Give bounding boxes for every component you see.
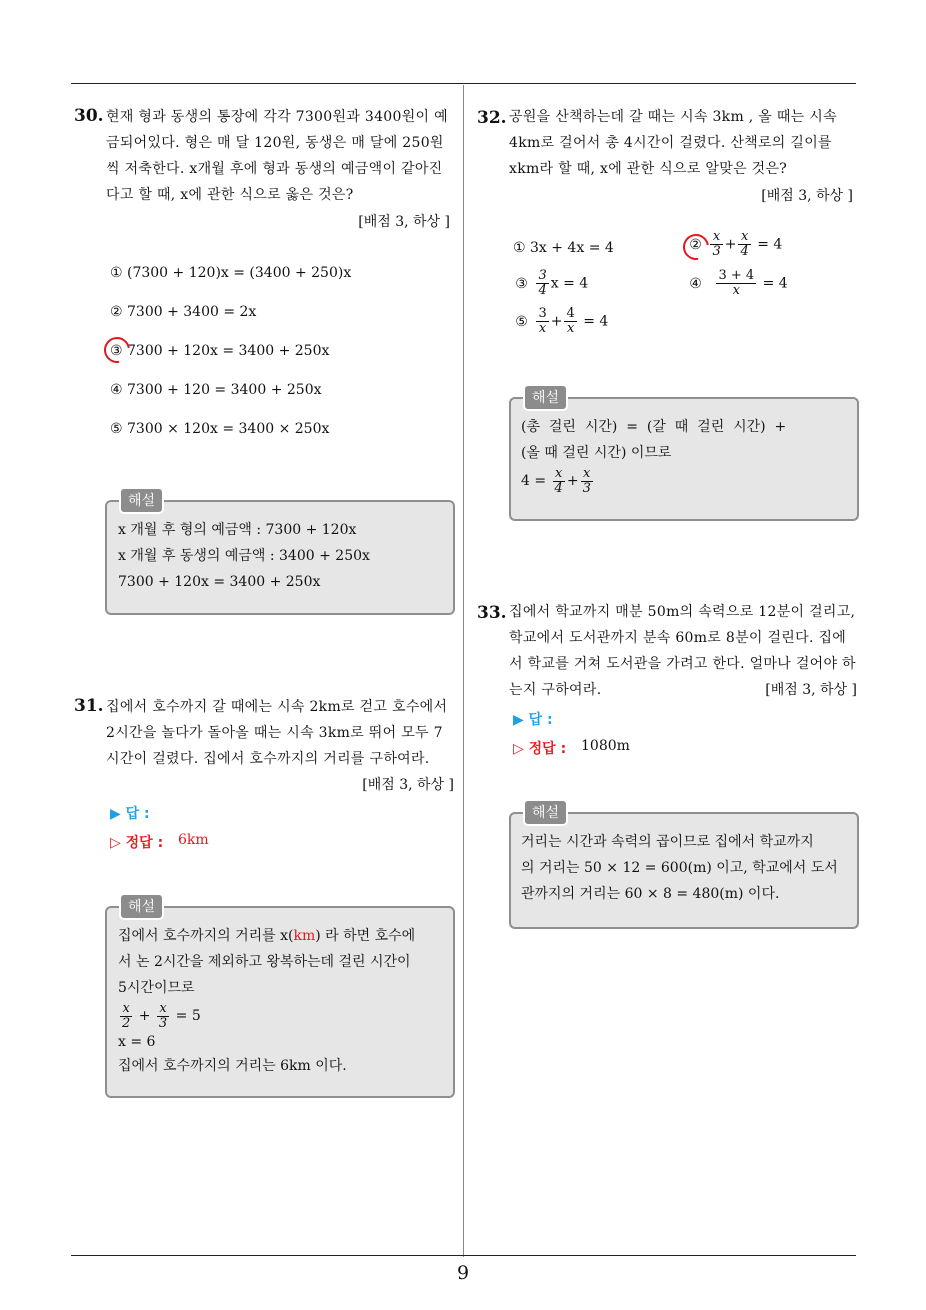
- numerator: x: [738, 230, 750, 245]
- question-31-answer-label: ▶ 답 :: [110, 806, 150, 822]
- denominator: 3: [158, 1015, 168, 1031]
- denominator: 2: [122, 1015, 131, 1031]
- numerator: x: [157, 1002, 169, 1017]
- choice-marker: ③: [515, 275, 528, 292]
- question-30-choice-4[interactable]: ④ 7300 + 120 = 3400 + 250x: [110, 382, 322, 398]
- question-30-choice-1[interactable]: ① (7300 + 120)x = (3400 + 250)x: [110, 265, 352, 281]
- question-31-text: 집에서 호수까지 갈 때에는 시속 2km로 걷고 호수에서 2시간을 놀다가 돌아올 때는 시속 3km로 뛰어 모두 7시간이 걸렸다. 집에서 호수까지의 거리를 구하여라.: [106, 699, 448, 767]
- question-30-text: 현재 형과 동생의 통장에 각각 7300원과 3400원이 예금되어있다. 형은 매 달 120원, 동생은 매 달에 250원씩 저축한다. x개월 후에 형과 동생의 예금액이 같아진다고 할 때, x에 관한 식으로 옳은 것은?: [106, 109, 448, 203]
- solution-line: x 개월 후 동생의 예금액 : 3400 + 250x: [118, 548, 370, 564]
- solution-line: (총 걸린 시간) = (갈 때 걸린 시간) +: [521, 419, 787, 435]
- solution-line: 관까지의 거리는 60 × 8 = 480(m) 이다.: [521, 886, 780, 902]
- fraction: [710, 230, 722, 259]
- question-32-choice-5[interactable]: ⑤ $\frac{3}{x}$ + $\frac{4}{x}$ = 4: [513, 307, 608, 336]
- numerator: x: [710, 230, 722, 245]
- question-30-number: 30.: [74, 106, 104, 126]
- question-32-choice-2[interactable]: ② $\frac{x}{3}$ + $\frac{x}{4}$ = 4: [687, 230, 782, 259]
- solution-equation: [118, 1001, 448, 1031]
- equation-rhs: = 4: [762, 275, 788, 292]
- solution-text: ) 라 하면 호수에: [315, 928, 416, 944]
- question-33-correct-label: ▷ 정답 :: [513, 741, 567, 757]
- fraction: [581, 467, 593, 496]
- question-30-choice-5[interactable]: ⑤ 7300 × 120x = 3400 × 250x: [110, 421, 330, 437]
- solution-line: x = 6: [118, 1034, 156, 1050]
- solution-equation: 4 = $\frac{x}{4}$ + $\frac{x}{3}$: [521, 465, 591, 496]
- solution-line: 집에서 호수까지의 거리는 6km 이다.: [118, 1058, 347, 1074]
- denominator: 3: [582, 480, 591, 496]
- solution-line: 서 논 2시간을 제외하고 왕복하는데 걸린 시간이: [118, 954, 411, 970]
- denominator: 4: [554, 480, 563, 496]
- denominator: x: [732, 283, 740, 298]
- solution-text: 집에서 호수까지의 거리를 x(: [118, 928, 294, 944]
- solution-line: 5시간이므로: [118, 980, 195, 996]
- question-30-solution: [118, 517, 448, 595]
- question-33-solution-tag: 해설: [523, 799, 568, 826]
- equation-rhs: = 5: [175, 1008, 201, 1024]
- denominator: x: [538, 321, 547, 336]
- question-33-correct-value: [581, 738, 630, 754]
- correct-value: 1080m: [581, 738, 630, 754]
- solution-line: x 개월 후 형의 예금액 : 7300 + 120x: [118, 522, 357, 538]
- choice-marker: ②: [689, 236, 702, 253]
- operator: +: [138, 1008, 151, 1024]
- question-32-meta: [배점 3, 하상 ]: [761, 188, 853, 204]
- equation-rhs: = 4: [757, 236, 783, 253]
- fraction: [536, 307, 548, 336]
- question-31-correct-value: [178, 832, 209, 848]
- page-number: 9: [456, 1262, 470, 1284]
- question-33-number: 33.: [477, 603, 507, 623]
- question-32-solution: [521, 414, 851, 496]
- denominator: 4: [538, 283, 547, 298]
- question-32-text: 공원을 산책하는데 갈 때는 시속 3km , 올 때는 시속 4km로 걸어서 총 4시간이 걸렸다. 산책로의 길이를 xkm라 할 때, x에 관한 식으로 알맞은 것은?: [509, 109, 837, 177]
- question-30-choice-2[interactable]: ② 7300 + 3400 = 2x: [110, 304, 257, 320]
- column-divider: [463, 85, 464, 1257]
- question-32-choice-1[interactable]: ① 3x + 4x = 4: [513, 240, 614, 256]
- question-30-solution-tag: 해설: [119, 487, 164, 514]
- solution-line: (올 때 걸린 시간) 이므로: [521, 445, 672, 461]
- solution-unit: km: [293, 928, 316, 944]
- equation-rhs: x = 4: [550, 275, 589, 292]
- denominator: 3: [712, 244, 721, 259]
- question-31-meta: [배점 3, 하상 ]: [362, 777, 454, 793]
- question-30-meta: [배점 3, 하상 ]: [358, 214, 450, 230]
- numerator: 4: [566, 306, 575, 321]
- fraction: [157, 1002, 169, 1031]
- solution-line: [118, 923, 448, 949]
- fraction: [716, 269, 756, 298]
- equation-rhs: = 4: [583, 313, 609, 330]
- fraction: [553, 467, 565, 496]
- question-31-correct-label: ▷ 정답 :: [110, 835, 164, 851]
- numerator: x: [120, 1002, 132, 1017]
- selected-answer-mark-icon: [99, 332, 135, 368]
- solution-line: 7300 + 120x = 3400 + 250x: [118, 574, 321, 590]
- fraction: [564, 307, 576, 336]
- numerator: 3: [538, 306, 547, 321]
- equation-lhs: 4 =: [521, 473, 547, 489]
- question-31-solution-tag: 해설: [119, 893, 164, 920]
- solution-line: 거리는 시간과 속력의 곱이므로 집에서 학교까지: [521, 834, 814, 850]
- question-33-text: 집에서 학교까지 매분 50m의 속력으로 12분이 걸리고, 학교에서 도서관까지 분속 60m로 8분이 걸린다. 집에서 학교를 거쳐 도서관을 가려고 한다. 얼마나 걸어야 하는지 구하여라.: [509, 604, 856, 698]
- choice-marker: ⑤: [515, 313, 528, 330]
- question-31-solution: [118, 923, 448, 1079]
- header-rule: [71, 83, 856, 84]
- numerator: 3: [538, 268, 547, 283]
- solution-line: 의 거리는 50 × 12 = 600(m) 이고, 학교에서 도서: [521, 860, 838, 876]
- denominator: x: [566, 321, 575, 336]
- question-33-answer-label: ▶ 답 :: [513, 712, 553, 728]
- numerator: x: [553, 467, 565, 482]
- fraction: [536, 269, 548, 298]
- denominator: 4: [740, 244, 749, 259]
- question-33-meta: [배점 3, 하상 ]: [765, 682, 857, 698]
- fraction: [738, 230, 750, 259]
- numerator: x: [581, 467, 593, 482]
- fraction: [120, 1002, 132, 1031]
- question-32-number: 32.: [477, 108, 507, 128]
- question-33-solution: [521, 829, 851, 907]
- correct-value: 6km: [178, 832, 209, 848]
- question-32-choice-4[interactable]: [687, 269, 788, 298]
- choice-marker: ④: [689, 275, 702, 292]
- question-30-choice-3[interactable]: ③ 7300 + 120x = 3400 + 250x: [110, 343, 330, 359]
- question-32-solution-tag: 해설: [523, 384, 568, 411]
- numerator: 3 + 4: [718, 268, 755, 283]
- footer-rule: [71, 1255, 856, 1256]
- question-31-number: 31.: [74, 696, 104, 716]
- question-32-choice-3[interactable]: [513, 269, 588, 298]
